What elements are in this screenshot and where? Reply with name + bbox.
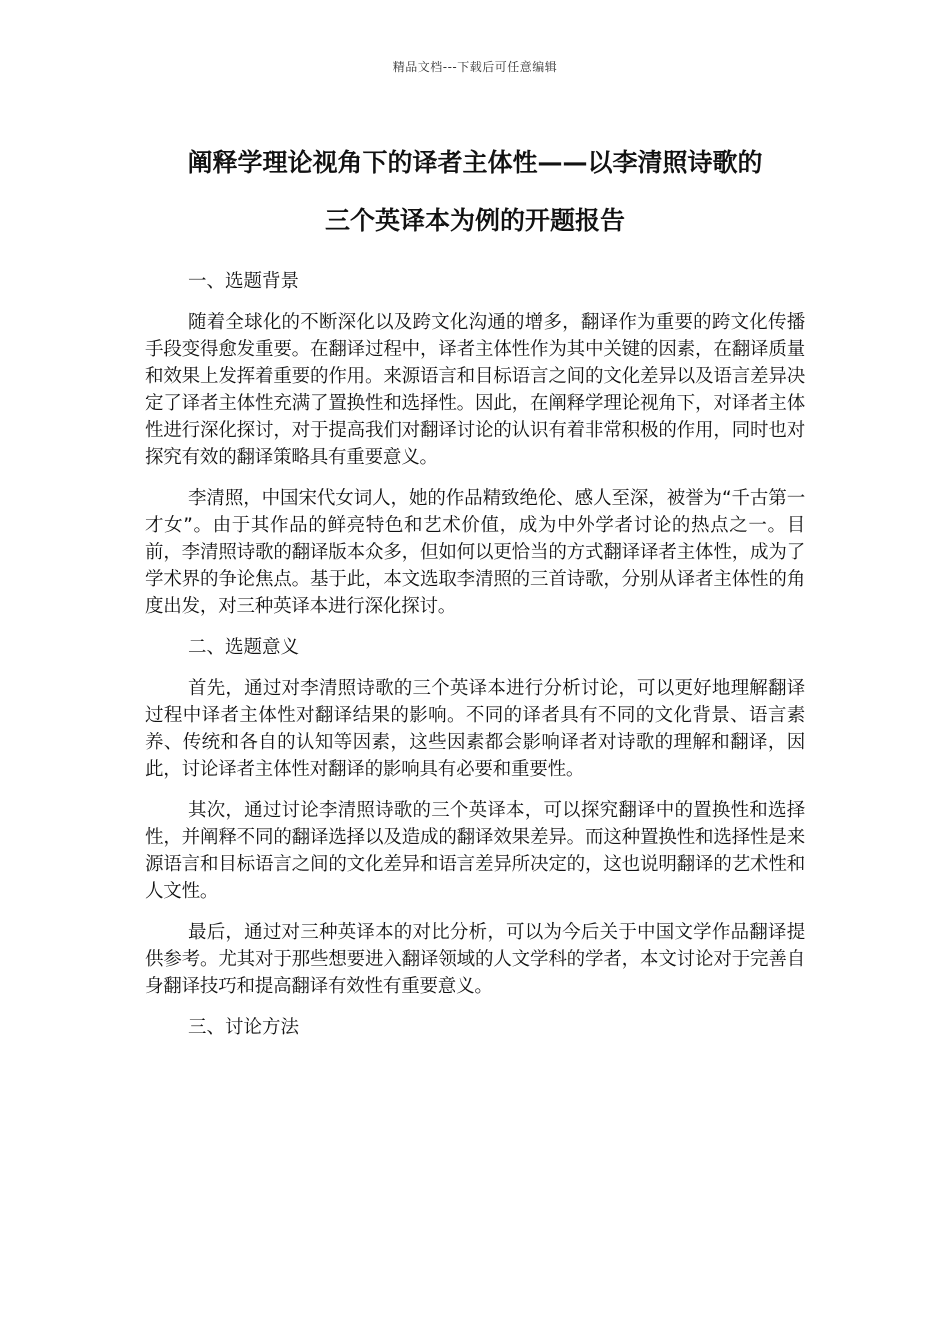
section-heading-significance: 二、选题意义	[188, 637, 300, 658]
section-heading-method: 三、讨论方法	[188, 1017, 300, 1038]
title-line-2: 三个英译本为例的开题报告	[324, 206, 625, 235]
paragraph: 最后，通过对三种英译本的对比分析，可以为今后关于中国文学作品翻译提供参考。尤其对于那些想要进入翻译领域的人文学科的学者，本文讨论对于完善自身翻译技巧和提高翻译有效性有重要意义。	[145, 922, 805, 997]
document-body	[145, 268, 805, 1055]
paragraph: 李清照，中国宋代女词人，她的作品精致绝伦、感人至深，被誉为“千古第一才女”。由于其作品的鲜亮特色和艺术价值，成为中外学者讨论的热点之一。目前，李清照诗歌的翻译版本众多，但如何以更恰当的方式翻译译者主体性，成为了学术界的争论焦点。基于此，本文选取李清照的三首诗歌，分别从译者主体性的角度出发，对三种英译本进行深化探讨。	[145, 488, 805, 617]
document-title	[110, 134, 840, 250]
section-heading-background: 一、选题背景	[188, 271, 300, 292]
paragraph: 其次，通过讨论李清照诗歌的三个英译本，可以探究翻译中的置换性和选择性，并阐释不同的翻译选择以及造成的翻译效果差异。而这种置换性和选择性是来源语言和目标语言之间的文化差异和语言差异所决定的，这也说明翻译的艺术性和人文性。	[145, 800, 805, 902]
paragraph: 随着全球化的不断深化以及跨文化沟通的增多，翻译作为重要的跨文化传播手段变得愈发重要。在翻译过程中，译者主体性作为其中关键的因素，在翻译质量和效果上发挥着重要的作用。来源语言和目标语言之间的文化差异以及语言差异决定了译者主体性充满了置换性和选择性。因此，在阐释学理论视角下，对译者主体性进行深化探讨，对于提高我们对翻译讨论的认识有着非常积极的作用，同时也对探究有效的翻译策略具有重要意义。	[145, 312, 805, 468]
paragraph: 首先，通过对李清照诗歌的三个英译本进行分析讨论，可以更好地理解翻译过程中译者主体性对翻译结果的影响。不同的译者具有不同的文化背景、语言素养、传统和各自的认知等因素，这些因素都会影响译者对诗歌的理解和翻译，因此，讨论译者主体性对翻译的影响具有必要和重要性。	[145, 678, 805, 780]
page-header: 精品文档---下载后可任意编辑	[392, 60, 558, 74]
title-line-1: 阐释学理论视角下的译者主体性——以李清照诗歌的	[187, 148, 763, 177]
